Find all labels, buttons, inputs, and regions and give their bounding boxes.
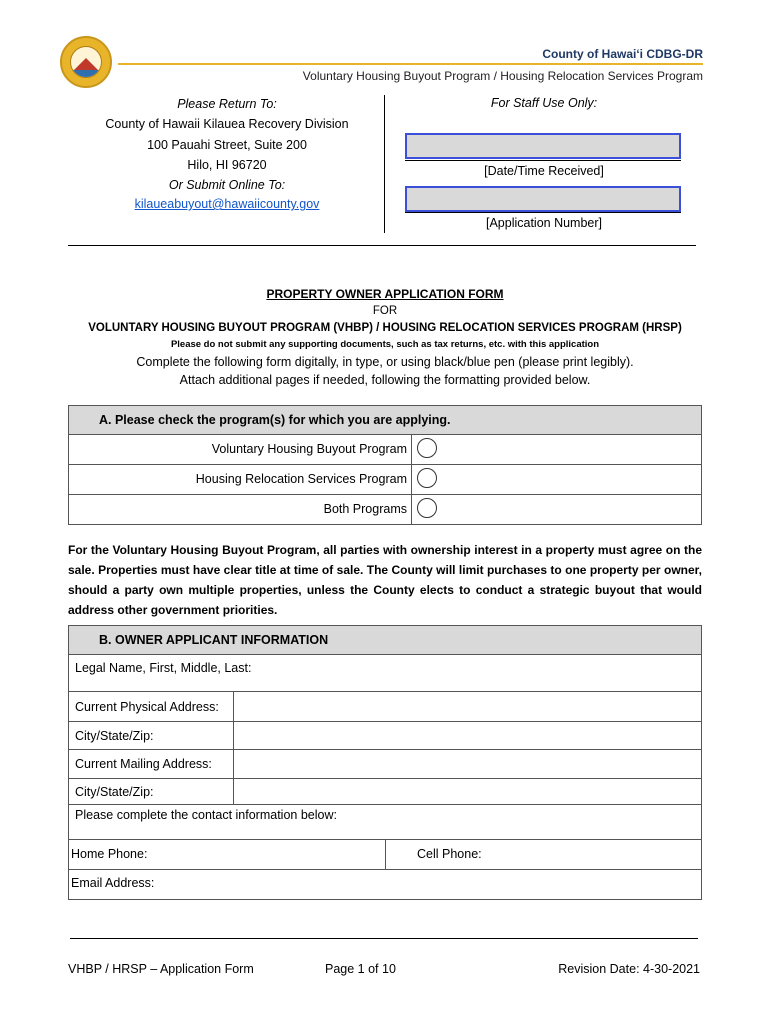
ownership-paragraph: For the Voluntary Housing Buyout Program, all parties with ownership interest in a property must agree on the sale. Properties must have clear title at time of sale. The County will limit purchases to one property per owner, should a party own multiple properties, unless the County elects to conduct a strategic buyout that would address other government priorities.: [68, 543, 702, 617]
submit-online-label: Or Submit Online To:: [168, 178, 286, 192]
cell-divider: [233, 779, 234, 804]
radio-hrsp[interactable]: [417, 468, 437, 488]
city-state-zip-label-2: City/State/Zip:: [75, 785, 154, 799]
form-instructions-2: Attach additional pages if needed, following the formatting provided below.: [179, 373, 591, 387]
date-received-underline: [405, 160, 681, 161]
header-separator: [68, 245, 696, 246]
city-state-zip-row-2: [69, 779, 701, 805]
radio-both[interactable]: [417, 498, 437, 518]
option-label-vhbp: Voluntary Housing Buyout Program: [211, 442, 407, 456]
contact-note-row: [69, 805, 701, 840]
physical-address-row: [69, 692, 701, 722]
city-state-zip-label-1: City/State/Zip:: [75, 729, 154, 743]
application-number-field[interactable]: [405, 186, 681, 212]
cell-divider: [233, 750, 234, 778]
option-label-both: Both Programs: [323, 502, 407, 516]
seal-sea: [71, 70, 102, 77]
return-address-line2: 100 Pauahi Street, Suite 200: [147, 138, 307, 152]
program-subtitle: Voluntary Housing Buyout Program / Housing Relocation Services Program: [302, 69, 703, 83]
footer-revision-date: Revision Date: 4-30-2021: [558, 962, 700, 976]
county-program-title: County of Hawaiʻi CDBG-DR: [542, 47, 703, 61]
section-b-heading: B. OWNER APPLICANT INFORMATION: [69, 626, 701, 655]
footer-form-name: VHBP / HRSP – Application Form: [68, 962, 254, 976]
option-cell-divider: [411, 435, 412, 464]
legal-name-row[interactable]: [69, 655, 701, 692]
city-state-zip-row-1: [69, 722, 701, 750]
option-row-vhbp: [69, 435, 701, 465]
mailing-address-label: Current Mailing Address:: [75, 757, 212, 771]
city-state-zip-field-1[interactable]: [239, 726, 697, 745]
cell-divider: [233, 722, 234, 749]
header-rule: [118, 63, 703, 65]
cell-phone-label: Cell Phone:: [417, 847, 482, 861]
form-for: FOR: [372, 305, 398, 317]
phone-row: [69, 840, 701, 870]
application-number-label: [Application Number]: [485, 216, 603, 230]
option-row-both: [69, 495, 701, 524]
option-cell-divider: [411, 495, 412, 524]
form-title: PROPERTY OWNER APPLICATION FORM: [266, 287, 504, 301]
physical-address-field[interactable]: [239, 696, 697, 717]
submission-email-link[interactable]: kilaueabuyout@hawaiicounty.gov: [134, 197, 320, 211]
section-a-heading: A. Please check the program(s) for which you are applying.: [69, 406, 701, 435]
footer-rule: [70, 938, 698, 939]
return-address-line3: Hilo, HI 96720: [187, 158, 267, 172]
cell-divider: [385, 840, 386, 869]
mailing-address-field[interactable]: [239, 754, 697, 774]
option-label-hrsp: Housing Relocation Services Program: [195, 472, 407, 486]
staff-use-title: For Staff Use Only:: [490, 96, 598, 110]
email-row[interactable]: [69, 870, 701, 899]
return-to-title: Please Return To:: [177, 97, 277, 111]
seal-emblem: [70, 46, 102, 78]
physical-address-label: Current Physical Address:: [75, 700, 219, 714]
form-programs: VOLUNTARY HOUSING BUYOUT PROGRAM (VHBP) / HOUSING RELOCATION SERVICES PROGRAM (HRSP): [88, 322, 682, 334]
county-seal-logo: [60, 36, 112, 88]
option-cell-divider: [411, 465, 412, 494]
radio-vhbp[interactable]: [417, 438, 437, 458]
form-notice: Please do not submit any supporting documents, such as tax returns, etc. with this application: [170, 339, 600, 350]
city-state-zip-field-2[interactable]: [239, 783, 697, 800]
footer-page-number: Page 1 of 10: [325, 962, 396, 976]
mailing-address-row: [69, 750, 701, 779]
application-number-underline: [405, 212, 681, 213]
option-row-hrsp: [69, 465, 701, 495]
section-b-owner-info: [68, 625, 702, 900]
return-address-line1: County of Hawaii Kilauea Recovery Division: [105, 117, 349, 131]
legal-name-label: Legal Name, First, Middle, Last:: [75, 661, 252, 675]
section-a-program-selection: [68, 405, 702, 525]
contact-note-label: Please complete the contact information below:: [75, 808, 337, 822]
email-address-label: Email Address:: [71, 876, 155, 890]
column-divider: [384, 95, 385, 233]
cell-divider: [233, 692, 234, 721]
date-received-field[interactable]: [405, 133, 681, 159]
date-received-label: [Date/Time Received]: [484, 164, 604, 178]
form-instructions-1: Complete the following form digitally, in type, or using black/blue pen (please print legibly).: [136, 355, 634, 369]
home-phone-label: Home Phone:: [71, 847, 148, 861]
